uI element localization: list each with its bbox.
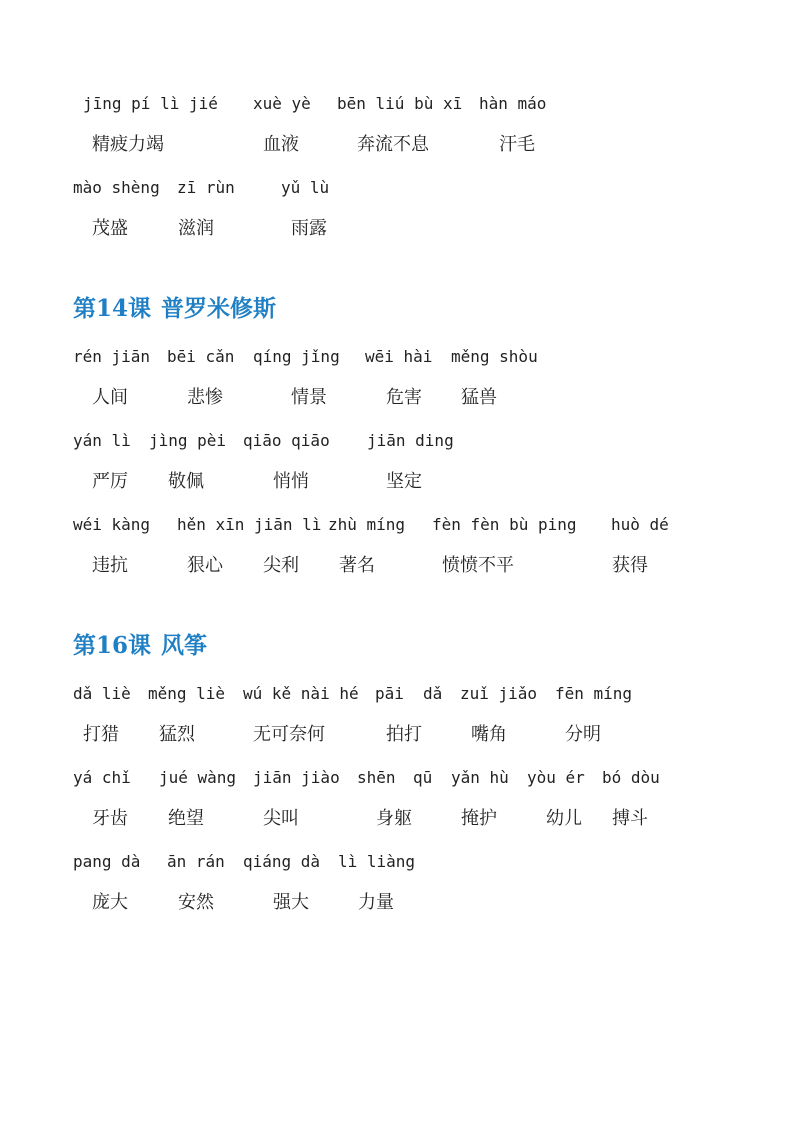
hanzi-word: 幼儿 — [546, 808, 582, 829]
lesson-title: 普罗米修斯 — [161, 295, 277, 322]
hanzi-word: 尖叫 — [263, 808, 299, 829]
pinyin-text: shēn — [357, 768, 396, 787]
lesson-title: 风筝 — [161, 632, 208, 659]
pinyin-text: yǔ lù — [281, 178, 330, 197]
pinyin-text: ān rán — [167, 852, 225, 871]
hanzi-word: 绝望 — [168, 808, 204, 829]
hanzi-word: 危害 — [386, 387, 422, 408]
pinyin-text: jiān lì — [254, 515, 322, 534]
pinyin-text: bēi cǎn — [167, 347, 235, 366]
hanzi-word: 搏斗 — [612, 808, 648, 829]
pinyin-text: qiāo qiāo — [243, 431, 330, 450]
pinyin-text: měng liè — [148, 684, 226, 703]
pinyin-text: jué wàng — [159, 768, 237, 787]
pinyin-text: wēi hài — [365, 347, 433, 366]
hanzi-word: 敬佩 — [168, 471, 204, 492]
lesson-number: 第14课 — [73, 295, 152, 322]
pinyin-text: yán lì — [73, 431, 131, 450]
hanzi-word: 强大 — [273, 892, 309, 913]
pinyin-text: xuè yè — [253, 94, 311, 113]
pinyin-text: mào shèng — [73, 178, 160, 197]
hanzi-word: 精疲力竭 — [92, 134, 164, 155]
hanzi-word: 滋润 — [178, 218, 214, 239]
hanzi-word: 奔流不息 — [357, 134, 429, 155]
pinyin-text: zuǐ jiǎo — [460, 684, 538, 703]
pinyin-text: měng shòu — [451, 347, 538, 366]
pinyin-text: fèn fèn bù ping — [432, 515, 577, 534]
hanzi-word: 获得 — [612, 555, 648, 576]
pinyin-text: jiān jiào — [253, 768, 340, 787]
pinyin-text: wéi kàng — [73, 515, 151, 534]
hanzi-word: 坚定 — [386, 471, 422, 492]
hanzi-word: 尖利 — [263, 555, 299, 576]
hanzi-word: 狠心 — [187, 555, 223, 576]
hanzi-word: 安然 — [178, 892, 214, 913]
lesson-number: 第16课 — [73, 632, 152, 659]
hanzi-word: 茂盛 — [92, 218, 128, 239]
pinyin-text: qiáng dà — [243, 852, 321, 871]
pinyin-text: qíng jǐng — [253, 347, 340, 366]
pinyin-text: zhù míng — [328, 515, 406, 534]
hanzi-word: 雨露 — [291, 218, 327, 239]
hanzi-word: 汗毛 — [499, 134, 535, 155]
pinyin-text: wú kě nài hé — [243, 684, 359, 703]
hanzi-word: 庞大 — [92, 892, 128, 913]
pinyin-text: lì liàng — [338, 852, 416, 871]
pinyin-text: bēn liú bù xī — [337, 94, 463, 113]
pinyin-text: yá chǐ — [73, 768, 131, 787]
hanzi-word: 嘴角 — [471, 724, 507, 745]
pinyin-text: dǎ liè — [73, 684, 131, 703]
pinyin-text: fēn míng — [555, 684, 633, 703]
pinyin-text: yòu ér — [527, 768, 585, 787]
hanzi-word: 无可奈何 — [253, 724, 325, 745]
lesson-16-heading — [73, 632, 207, 660]
pinyin-text: rén jiān — [73, 347, 151, 366]
pinyin-text: pang dà — [73, 852, 141, 871]
pinyin-text: zī rùn — [177, 178, 235, 197]
hanzi-word: 人间 — [92, 387, 128, 408]
pinyin-text: bó dòu — [602, 768, 660, 787]
pinyin-text: dǎ — [423, 684, 443, 703]
pinyin-text: huò dé — [611, 515, 669, 534]
pinyin-text: qū — [413, 768, 433, 787]
hanzi-word: 著名 — [339, 555, 375, 576]
hanzi-word: 身躯 — [376, 808, 412, 829]
hanzi-word: 拍打 — [386, 724, 422, 745]
lesson-14-heading — [73, 295, 276, 323]
hanzi-word: 分明 — [565, 724, 601, 745]
pinyin-text: hàn máo — [479, 94, 547, 113]
pinyin-text: pāi — [375, 684, 404, 703]
hanzi-word: 猛兽 — [461, 387, 497, 408]
pinyin-text: jìng pèi — [149, 431, 227, 450]
pinyin-text: jiān ding — [367, 431, 454, 450]
hanzi-word: 掩护 — [461, 808, 497, 829]
hanzi-word: 情景 — [291, 387, 327, 408]
hanzi-word: 违抗 — [92, 555, 128, 576]
pinyin-text: hěn xīn — [177, 515, 245, 534]
hanzi-word: 悲惨 — [187, 387, 223, 408]
pinyin-text: yǎn hù — [451, 768, 509, 787]
pinyin-text: jīng pí lì jié — [83, 94, 218, 113]
hanzi-word: 血液 — [263, 134, 299, 155]
hanzi-word: 严厉 — [92, 471, 128, 492]
hanzi-word: 猛烈 — [159, 724, 195, 745]
hanzi-word: 力量 — [358, 892, 394, 913]
hanzi-word: 牙齿 — [92, 808, 128, 829]
hanzi-word: 悄悄 — [273, 471, 309, 492]
hanzi-word: 打猎 — [83, 724, 119, 745]
hanzi-word: 愤愤不平 — [442, 555, 514, 576]
